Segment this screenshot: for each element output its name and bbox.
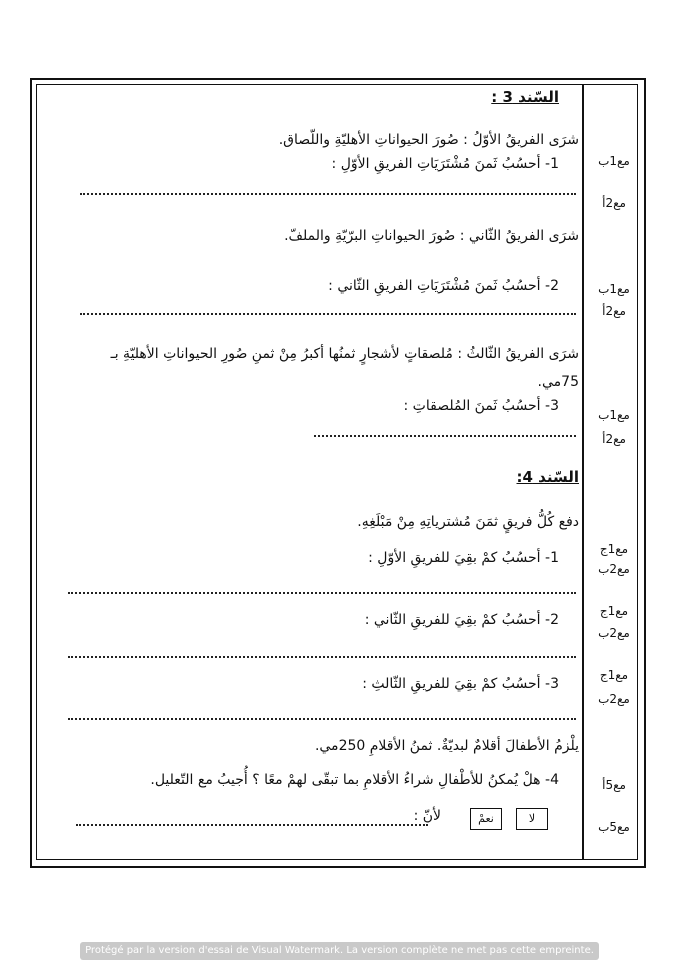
team3-statement-line1: شرَى الفريقُ الثّالثُ : مُلصقاتٍ لأشجارٍ ثمنُها أكبرُ مِنْ ثمنِ صُورِ الحيواناتِ الأهليّةِ بـ — [110, 346, 579, 362]
sanad4-question-2: 2- أحسُبُ كمْ بقِيَ للفريقِ الثّاني : — [364, 612, 559, 628]
criterion-label: مع2ب — [598, 692, 630, 706]
because-label: لأنّ : — [413, 808, 441, 824]
sanad4-intro: دفع كُلُّ فريقٍ ثمَنَ مُشترياتِهِ مِنْ مَبْلَغِهِ. — [357, 514, 579, 530]
answer-line[interactable] — [80, 313, 576, 315]
answer-line[interactable] — [314, 435, 576, 437]
criterion-label: مع5أ — [602, 778, 626, 792]
criterion-label: مع5ب — [598, 820, 630, 834]
sanad4-question-4: 4- هلْ يُمكنُ للأطْفالِ شراءُ الأقلامِ بما تبقّى لهمْ معًا ؟ أُجيبُ مع التّعليل. — [150, 772, 559, 788]
criterion-label: مع1ب — [598, 282, 630, 296]
criteria-column-divider — [582, 84, 584, 860]
criterion-label: مع2أ — [602, 304, 626, 318]
criterion-label: مع1ب — [598, 408, 630, 422]
sanad4-question-1: 1- أحسُبُ كمْ بقِيَ للفريقِ الأوّلِ : — [368, 550, 559, 566]
answer-line[interactable] — [80, 193, 576, 195]
criterion-label: مع2أ — [602, 432, 626, 446]
answer-line[interactable] — [68, 718, 576, 720]
sanad3-title: السّند 3 : — [491, 88, 559, 106]
choice-no-box[interactable]: لا — [516, 808, 548, 830]
criterion-label: مع1ج — [599, 668, 629, 682]
criterion-label: مع2ب — [598, 562, 630, 576]
criterion-label: مع1ب — [598, 154, 630, 168]
sanad4-title: السّند 4: — [516, 468, 579, 486]
criterion-label: مع1ج — [599, 604, 629, 618]
sanad4-question-3: 3- أحسُبُ كمْ بقِيَ للفريقِ الثّالثِ : — [362, 676, 559, 692]
pencils-statement: يلْزمُ الأطفالَ أقلامٌ لبديّةٌ. ثمنُ الأقلامِ 250مي. — [314, 738, 579, 754]
sanad3-question-1: 1- أحسُبُ ثَمنَ مُشْتَرَيَاتِ الفريقِ الأوّلِ : — [331, 156, 559, 172]
sanad3-question-3: 3- أحسُبُ ثَمنَ المُلصقاتِ : — [403, 398, 559, 414]
team3-statement-line2: 75مي. — [537, 374, 579, 390]
criterion-label: مع2أ — [602, 196, 626, 210]
answer-line[interactable] — [76, 824, 428, 826]
choice-yes-box[interactable]: نعمْ — [470, 808, 502, 830]
answer-line[interactable] — [68, 592, 576, 594]
criterion-label: مع2ب — [598, 626, 630, 640]
team1-statement: شرَى الفريقُ الأوّلُ : صُورَ الحيواناتِ الأهليّةِ واللّصاق. — [278, 132, 579, 148]
answer-line[interactable] — [68, 656, 576, 658]
sanad3-question-2: 2- أحسُبُ ثَمنَ مُشْتَرَيَاتِ الفريقِ الثّاني : — [328, 278, 559, 294]
criterion-label: مع1ج — [599, 542, 629, 556]
team2-statement: شرَى الفريقُ الثّاني : صُورَ الحيواناتِ البرّيّةِ والملفّ. — [284, 228, 579, 244]
watermark-banner: Protégé par la version d'essai de Visual Watermark. La version complète ne met pas cette empreinte. — [80, 942, 599, 960]
